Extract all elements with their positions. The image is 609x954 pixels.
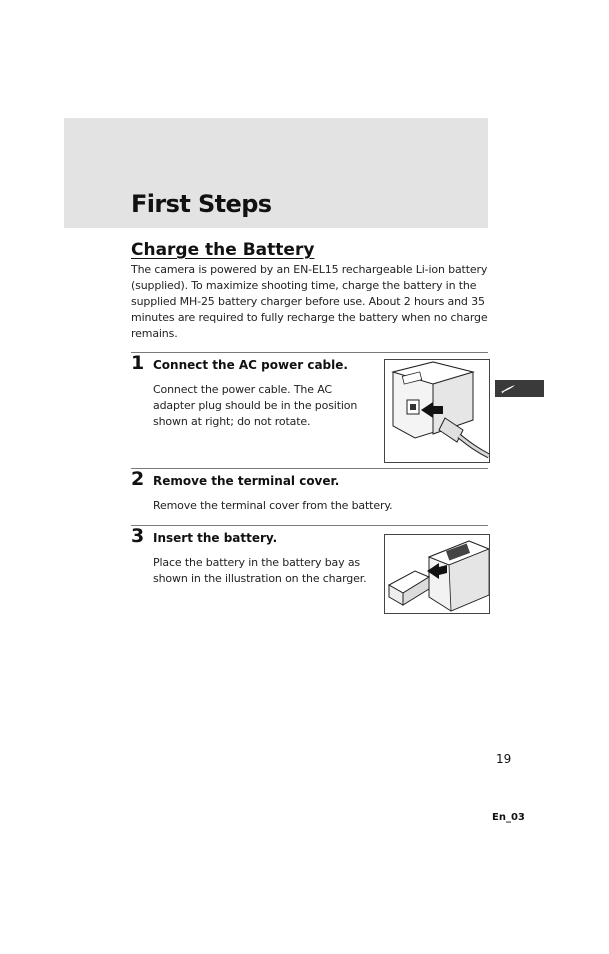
intro-line: remains.: [131, 327, 178, 340]
step-divider: [131, 525, 488, 526]
step-title: Insert the battery.: [153, 531, 278, 545]
chapter-side-tab: [495, 380, 544, 397]
step-title: Connect the AC power cable.: [153, 358, 348, 372]
step-body-line: adapter plug should be in the position: [153, 399, 358, 412]
document-code: En_03: [492, 812, 525, 823]
intro-line: The camera is powered by an EN-EL15 rechargeable Li-ion battery: [131, 263, 488, 276]
step-body: [153, 555, 366, 587]
step-body: [153, 382, 357, 430]
page-number: 19: [496, 752, 512, 766]
step-number: 2: [131, 468, 145, 490]
step-body-line: shown at right; do not rotate.: [153, 415, 311, 428]
step-title: Remove the terminal cover.: [153, 474, 340, 488]
feather-icon: [500, 379, 516, 398]
charger-drawing: [385, 360, 489, 462]
charger-with-ac-cable-illustration: [384, 359, 490, 463]
intro-paragraph: [131, 262, 491, 342]
step-divider: [131, 468, 488, 469]
step-body-line: Connect the power cable. The AC: [153, 383, 332, 396]
chapter-header-band: [64, 118, 488, 228]
step-body-line: Place the battery in the battery bay as: [153, 556, 361, 569]
step-number: 1: [131, 352, 145, 374]
step-body-line: shown in the illustration on the charger.: [153, 572, 367, 585]
battery-drawing: [385, 535, 489, 613]
battery-into-charger-illustration: [384, 534, 490, 614]
intro-line: (supplied). To maximize shooting time, charge the battery in the: [131, 279, 477, 292]
step-body-line: Remove the terminal cover from the battery.: [153, 499, 393, 512]
step-number: 3: [131, 525, 145, 547]
intro-line: minutes are required to fully recharge the battery when no charge: [131, 311, 488, 324]
step-body: [153, 498, 392, 514]
step-divider: [131, 352, 488, 353]
chapter-title: First Steps: [131, 190, 272, 218]
section-title: Charge the Battery: [131, 240, 315, 260]
intro-line: supplied MH-25 battery charger before use. About 2 hours and 35: [131, 295, 485, 308]
